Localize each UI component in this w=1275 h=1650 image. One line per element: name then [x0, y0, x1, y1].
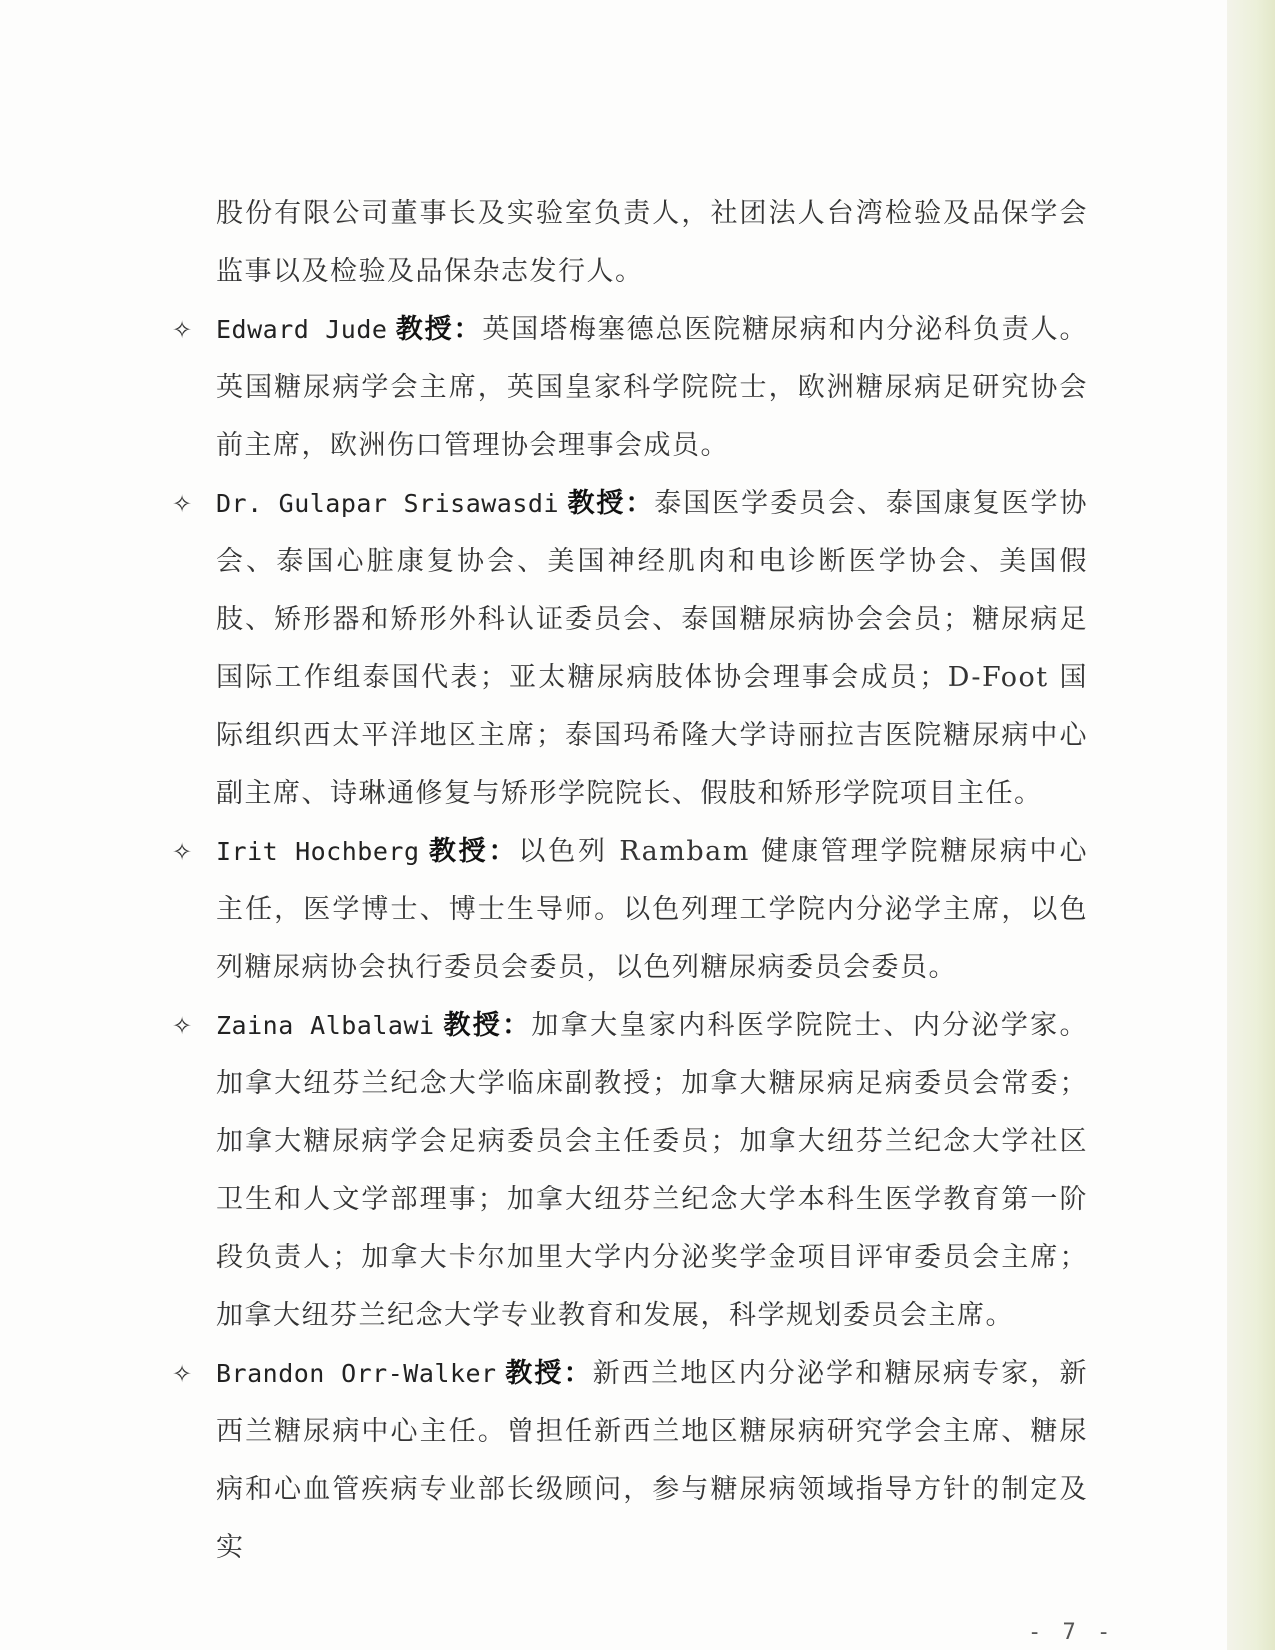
diamond-bullet-icon: ✧	[172, 490, 193, 518]
diamond-bullet-icon: ✧	[172, 838, 193, 866]
entry-title: 教授：	[442, 1010, 532, 1041]
continuation-paragraph: 股份有限公司董事长及实验室负责人，社团法人台湾检验及品保学会监事以及检验及品保杂志发行人。	[216, 198, 1088, 287]
entry-irit-hochberg	[168, 823, 1088, 997]
entry-text: 新西兰地区内分泌学和糖尿病专家，新西兰糖尿病中心主任。曾担任新西兰地区糖尿病研究学会主席、糖尿病和心血管疾病专业部长级顾问，参与糖尿病领域指导方针的制定及实	[216, 1358, 1088, 1563]
entry-brandon-orr-walker	[168, 1345, 1088, 1577]
entry-title: 教授：	[504, 1358, 593, 1389]
page-number: - 7 -	[1028, 1620, 1115, 1645]
entry-text: 英国塔梅塞德总医院糖尿病和内分泌科负责人。英国糖尿病学会主席，英国皇家科学院院士，欧洲糖尿病足研究协会前主席，欧洲伤口管理协会理事会成员。	[216, 314, 1088, 461]
diamond-bullet-icon: ✧	[172, 316, 193, 344]
entry-title: 教授：	[567, 488, 655, 519]
entry-gulapar-srisawasdi	[168, 475, 1088, 823]
entry-name: Brandon Orr-Walker	[216, 1359, 497, 1388]
entry-name: Dr. Gulapar Srisawasdi	[216, 489, 560, 518]
entry-zaina-albalawi	[168, 997, 1088, 1345]
diamond-bullet-icon: ✧	[172, 1360, 193, 1388]
entry-name: Zaina Albalawi	[216, 1011, 435, 1040]
diamond-bullet-icon: ✧	[172, 1012, 193, 1040]
entry-edward-jude	[168, 301, 1088, 475]
entry-text: 以色列 Rambam 健康管理学院糖尿病中心主任，医学博士、博士生导师。以色列理工学院内分泌学主席，以色列糖尿病协会执行委员会委员，以色列糖尿病委员会委员。	[216, 836, 1089, 983]
document-body	[168, 185, 1088, 1577]
page-edge	[1227, 0, 1275, 1650]
entry-title: 教授：	[427, 836, 519, 867]
entry-text: 加拿大皇家内科医学院院士、内分泌学家。加拿大纽芬兰纪念大学临床副教授；加拿大糖尿病足病委员会常委；加拿大糖尿病学会足病委员会主任委员；加拿大纽芬兰纪念大学社区卫生和人文学部理事；加拿大纽芬兰纪念大学本科生医学教育第一阶段负责人；加拿大卡尔加里大学内分泌奖学金项目评审委员会主席；加拿大纽芬兰纪念大学专业教育和发展，科学规划委员会主席。	[216, 1010, 1089, 1331]
entry-text: 泰国医学委员会、泰国康复医学协会、泰国心脏康复协会、美国神经肌肉和电诊断医学协会、美国假肢、矫形器和矫形外科认证委员会、泰国糖尿病协会会员；糖尿病足国际工作组泰国代表；亚太糖尿病肢体协会理事会成员；D-Foot 国际组织西太平洋地区主席；泰国玛希隆大学诗丽拉吉医院糖尿病中心副主席、诗琳通修复与矫形学院院长、假肢和矫形学院项目主任。	[216, 488, 1088, 809]
entry-name: Edward Jude	[216, 315, 388, 344]
entry-name: Irit Hochberg	[216, 837, 420, 866]
entry-title: 教授：	[395, 314, 483, 345]
